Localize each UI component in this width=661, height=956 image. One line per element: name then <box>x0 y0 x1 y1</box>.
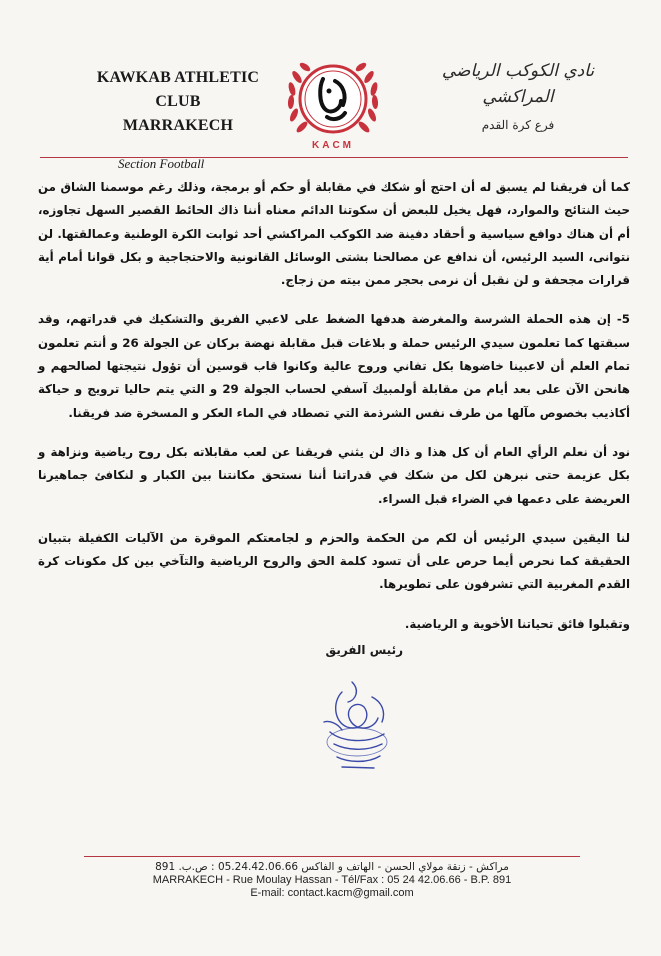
footer <box>84 861 580 900</box>
paragraph-3: نود أن نعلم الرأي العام أن كل هذا و ذاك لن يثني فريقنا عن لعب مقابلاته بكل روح رياضية ونزاهة و بكل عزيمة حتى نبرهن لكل من شكك في قدراتنا أننا نستحق مكانتنا بين الكبار و لنكافئ جماهيرنا العريضة على دعمها في الضراء قبل السراء. <box>38 444 630 506</box>
footer-address: MARRAKECH - Rue Moulay Hassan - Tél/Fax : 05 24 42.06.66 - B.P. 891 <box>152 874 512 886</box>
closing-line: وتقبلوا فائق تحياتنا الأخوية و الرياضية. <box>404 616 630 631</box>
footer-email: E-mail: contact.kacm@gmail.com <box>250 887 414 899</box>
logo-text: KACM <box>312 140 354 151</box>
club-name-line1: KAWKAB ATHLETIC CLUB <box>96 69 260 110</box>
letter-body <box>38 176 630 650</box>
footer-arabic-address: مراكش - زنقة مولاي الحسن - الهاتف و الفاكس 05.24.42.06.66 : ص.ب. 891 <box>155 861 509 873</box>
arabic-title-line2: المراكشي <box>482 87 554 107</box>
footer-divider <box>84 856 580 857</box>
club-logo <box>283 47 383 155</box>
paragraph-1: كما أن فريقنا لم يسبق له أن احتج أو شكك في مقابلة أو حكم أو برمجة، وذلك رغم موسمنا الشاق من حيث النتائج والموارد، فهل يخيل للبعض أن سكوتنا الدائم معناه أننا ذاك الحائط القصير السهل تجاوزه، أم أن هناك دوافع سياسية و أحقاد دفينة ضد الكوكب المراكشي أحد ثوابت الكرة الوطنية وعمالقتها. لن نتوانى، السيد الرئيس، أن ندافع عن مصالحنا بشتى الوسائل القانونية والاحتجاجية و بكل قوانا أمام أية قرارات مجحفة و لن نقبل أن نرمى بحجر ممن بيته من زجاج. <box>38 180 630 288</box>
signature-stamp <box>312 672 402 782</box>
club-section: Section Football <box>118 156 205 171</box>
arabic-section: فرع كرة القدم <box>481 118 555 132</box>
paragraph-2: 5- إن هذه الحملة الشرسة والمغرضة هدفها الضغط على لاعبي الفريق والتشكيك في قدراتهم، وقد سبقتها كما تعلمون سيدي الرئيس حملة و بلاغات قبل مقابلة نهضة بركان عن الجولة 26 و أنتم تعلمون تمام العلم أن لاعبينا خاضوها بكل تفاني وروح عالية وكانوا قاب قوسين أن تؤول نتيجتها لصالحهم و هانحن الآن على بعد أيام من مقابلة أولمبيك آسفي لحساب الجولة 29 و التي يتم حاليا ترويج و حياكة أكاذيب بخصوص مآلها من طرف نفس الشرذمة التي تصطاد في الماء العكر و المسخرة ضد فريقنا. <box>38 312 630 420</box>
signer-title: رئيس الفريق <box>325 643 403 657</box>
club-header-arabic <box>423 58 613 132</box>
paragraph-4: لنا اليقين سيدي الرئيس أن لكم من الحكمة والحزم و لجامعتكم الموقرة من الآليات الكفيلة بتبيان الحقيقة كما نحرص أيما حرص على أن تسود كلمة الحق والروح الرياضية والتآخي بين كل مكونات كرة القدم المغربية التي تشرفون على تطويرها. <box>38 530 630 592</box>
club-name-line2: MARRAKECH <box>122 117 234 134</box>
arabic-title-line1: نادي الكوكب الرياضي <box>441 61 595 81</box>
header-divider <box>40 157 628 158</box>
